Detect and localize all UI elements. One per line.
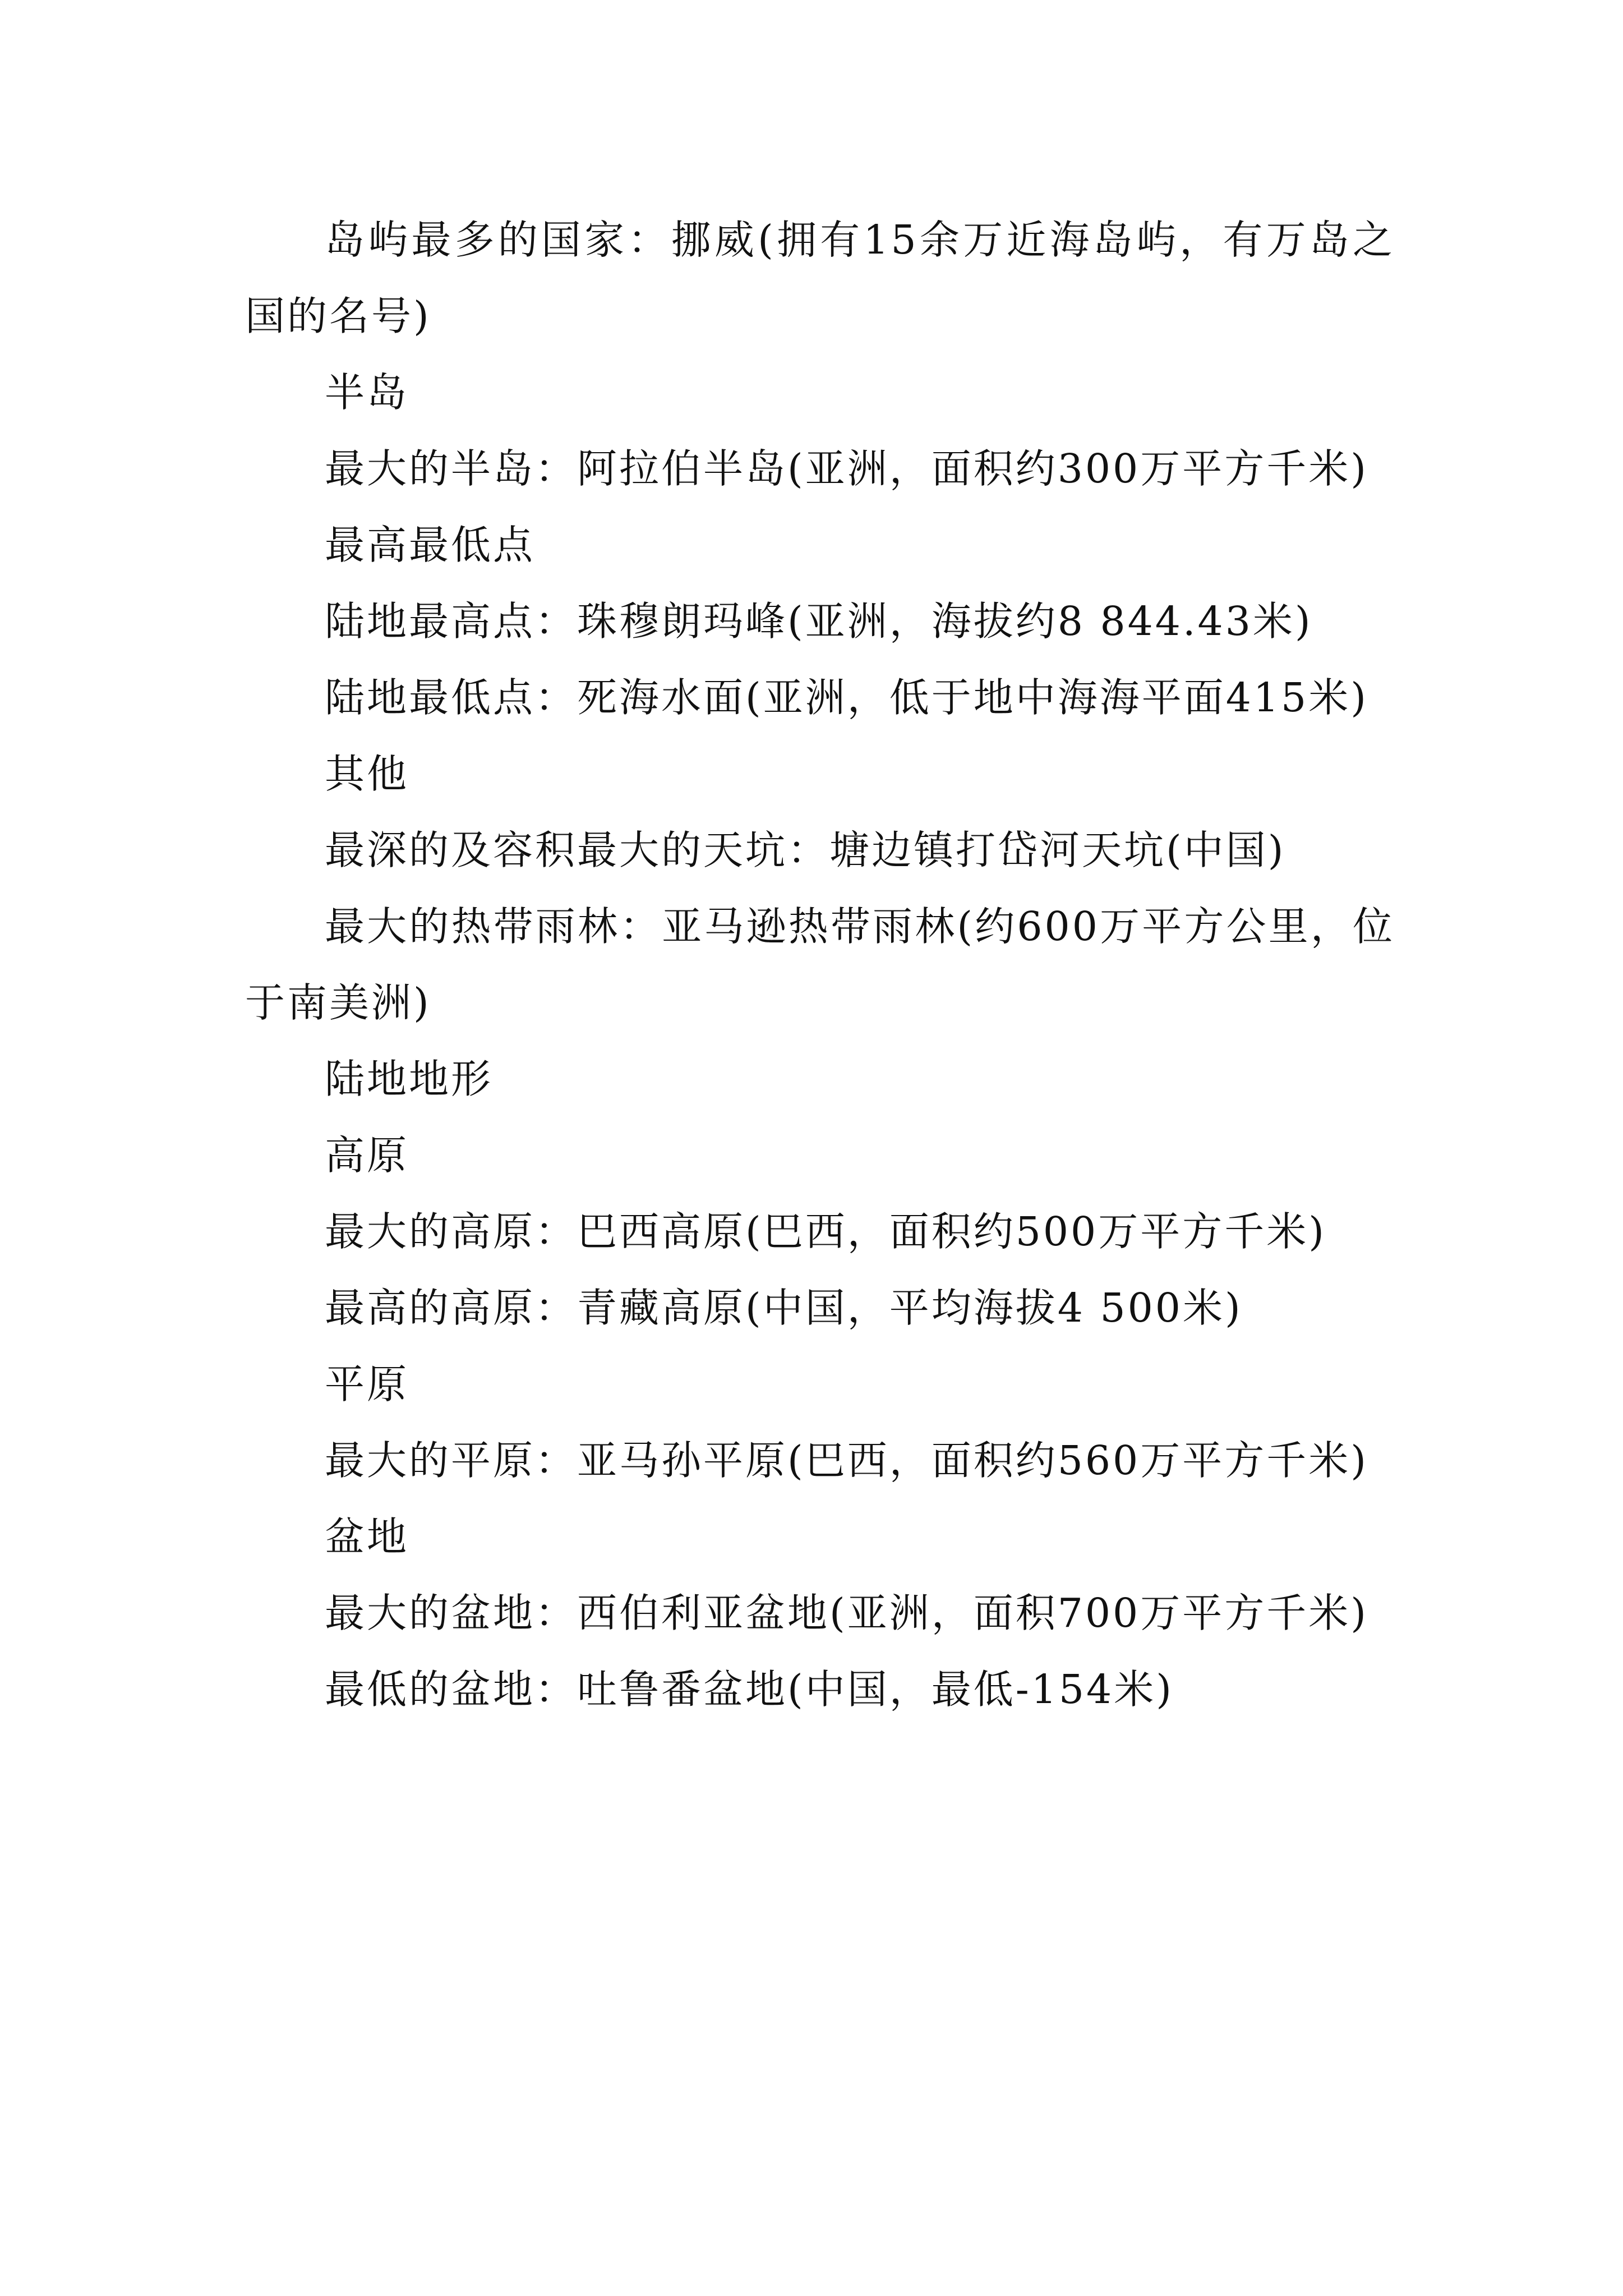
heading-land-terrain: 陆地地形	[325, 1056, 494, 1102]
paragraph-highest-point: 陆地最高点：珠穆朗玛峰(亚洲，海拔约8 844.43米)	[325, 598, 1313, 645]
paragraph-largest-rainforest: 最大的热带雨林：亚马逊热带雨林(约600万平方公里，位于南美洲)	[245, 903, 1395, 1026]
heading-peninsula: 半岛	[325, 369, 409, 416]
paragraph-largest-plain: 最大的平原：亚马孙平原(巴西，面积约560万平方千米)	[325, 1437, 1368, 1484]
paragraph-largest-plateau: 最大的高原：巴西高原(巴西，面积约500万平方千米)	[325, 1208, 1326, 1255]
paragraph-largest-basin: 最大的盆地：西伯利亚盆地(亚洲，面积700万平方千米)	[325, 1590, 1368, 1636]
heading-basin: 盆地	[325, 1513, 409, 1560]
paragraph-deepest-sinkhole: 最深的及容积最大的天坑：塘边镇打岱河天坑(中国)	[325, 827, 1286, 873]
heading-plain: 平原	[325, 1361, 409, 1407]
heading-highest-lowest: 最高最低点	[325, 522, 536, 568]
heading-plateau: 高原	[325, 1132, 409, 1179]
paragraph-lowest-point: 陆地最低点：死海水面(亚洲，低于地中海海平面415米)	[325, 674, 1368, 721]
paragraph-largest-peninsula: 最大的半岛：阿拉伯半岛(亚洲，面积约300万平方千米)	[325, 445, 1368, 492]
paragraph-lowest-basin: 最低的盆地：吐鲁番盆地(中国，最低-154米)	[325, 1666, 1174, 1713]
paragraph-highest-plateau: 最高的高原：青藏高原(中国，平均海拔4 500米)	[325, 1285, 1243, 1331]
paragraph-islands-norway: 岛屿最多的国家：挪威(拥有15余万近海岛屿，有万岛之国的名号)	[245, 217, 1395, 339]
heading-other: 其他	[325, 751, 409, 797]
document-body	[245, 202, 1395, 1728]
